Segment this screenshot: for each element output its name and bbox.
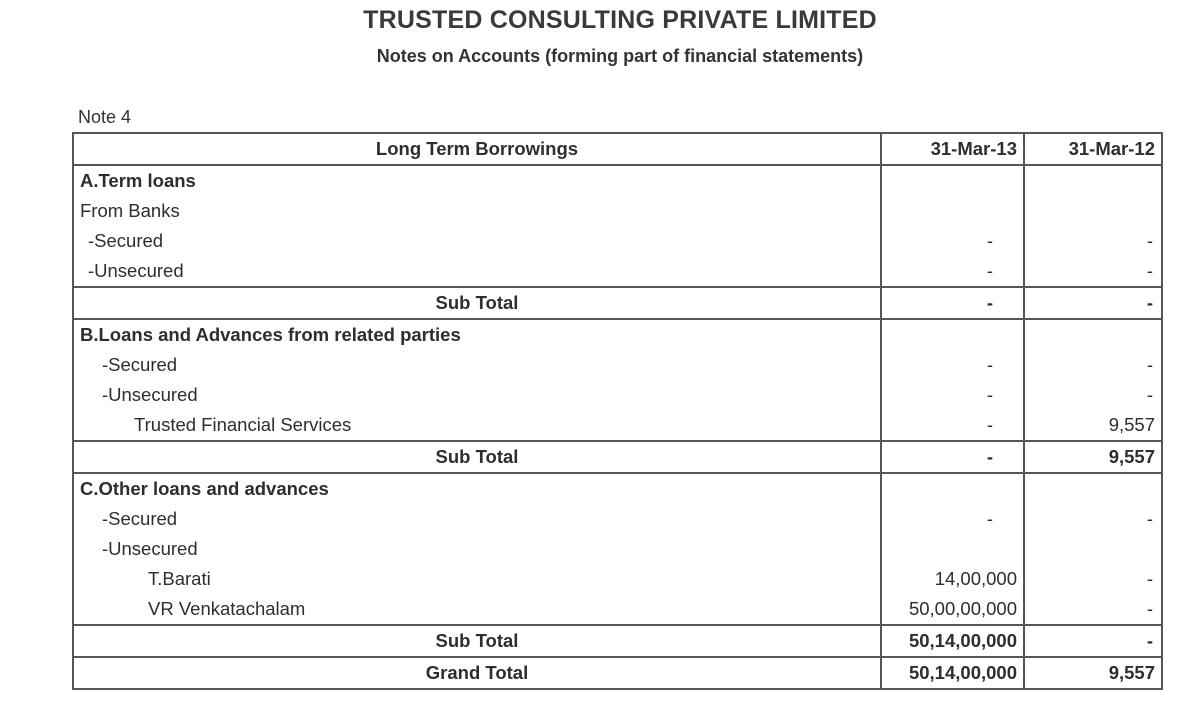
table-row (73, 564, 1162, 594)
value-mar13: 50,00,00,000 (881, 594, 1024, 625)
row-label: A.Term loans (73, 165, 881, 196)
value-mar13: - (881, 380, 1024, 410)
table-row (73, 410, 1162, 441)
value-mar13: - (881, 287, 1024, 319)
section-a-heading-row (73, 165, 1162, 196)
table-row (73, 256, 1162, 287)
value-mar13 (881, 534, 1024, 564)
subtotal-row-b (73, 441, 1162, 473)
row-label: Grand Total (73, 657, 881, 689)
value-mar12 (1024, 165, 1162, 196)
value-mar13: - (881, 441, 1024, 473)
value-mar12: - (1024, 594, 1162, 625)
value-mar12: 9,557 (1024, 657, 1162, 689)
column-header-description: Long Term Borrowings (73, 133, 881, 165)
table-row (73, 504, 1162, 534)
value-mar13: 50,14,00,000 (881, 657, 1024, 689)
row-label: C.Other loans and advances (73, 473, 881, 504)
row-label: B.Loans and Advances from related parties (73, 319, 881, 350)
value-mar12: - (1024, 380, 1162, 410)
value-mar12: - (1024, 504, 1162, 534)
row-label: VR Venkatachalam (73, 594, 881, 625)
row-label: Trusted Financial Services (73, 410, 881, 441)
section-b-heading-row (73, 319, 1162, 350)
table-row (73, 380, 1162, 410)
value-mar13: 50,14,00,000 (881, 625, 1024, 657)
value-mar12 (1024, 196, 1162, 226)
table-row (73, 196, 1162, 226)
column-header-mar13: 31-Mar-13 (881, 133, 1024, 165)
borrowings-table (72, 132, 1163, 690)
value-mar12: 9,557 (1024, 410, 1162, 441)
company-title: TRUSTED CONSULTING PRIVATE LIMITED (363, 6, 877, 34)
page-subtitle: Notes on Accounts (forming part of financial statements) (376, 46, 864, 66)
grand-total-row (73, 657, 1162, 689)
value-mar13 (881, 165, 1024, 196)
row-label: -Secured (73, 350, 881, 380)
row-label: -Unsecured (73, 256, 881, 287)
value-mar12: 9,557 (1024, 441, 1162, 473)
row-label: From Banks (73, 196, 881, 226)
row-label: Sub Total (73, 625, 881, 657)
value-mar12: - (1024, 256, 1162, 287)
row-label: -Secured (73, 504, 881, 534)
value-mar12 (1024, 473, 1162, 504)
row-label: T.Barati (73, 564, 881, 594)
row-label: Sub Total (73, 287, 881, 319)
value-mar12 (1024, 534, 1162, 564)
table-row (73, 594, 1162, 625)
subtotal-row-c (73, 625, 1162, 657)
value-mar13 (881, 473, 1024, 504)
value-mar13: - (881, 350, 1024, 380)
note-label: Note 4 (78, 107, 132, 127)
value-mar12: - (1024, 226, 1162, 256)
table-row (73, 350, 1162, 380)
row-label: -Secured (73, 226, 881, 256)
value-mar13 (881, 319, 1024, 350)
row-label: -Unsecured (73, 380, 881, 410)
value-mar12: - (1024, 564, 1162, 594)
table-header-row (73, 133, 1162, 165)
value-mar13: - (881, 410, 1024, 441)
table-row (73, 226, 1162, 256)
table-row (73, 534, 1162, 564)
section-c-heading-row (73, 473, 1162, 504)
value-mar13: - (881, 226, 1024, 256)
value-mar13: - (881, 504, 1024, 534)
row-label: -Unsecured (73, 534, 881, 564)
column-header-mar12: 31-Mar-12 (1024, 133, 1162, 165)
value-mar12 (1024, 319, 1162, 350)
value-mar13 (881, 196, 1024, 226)
value-mar12: - (1024, 625, 1162, 657)
subtotal-row-a (73, 287, 1162, 319)
row-label: Sub Total (73, 441, 881, 473)
value-mar13: 14,00,000 (881, 564, 1024, 594)
value-mar12: - (1024, 287, 1162, 319)
value-mar12: - (1024, 350, 1162, 380)
value-mar13: - (881, 256, 1024, 287)
